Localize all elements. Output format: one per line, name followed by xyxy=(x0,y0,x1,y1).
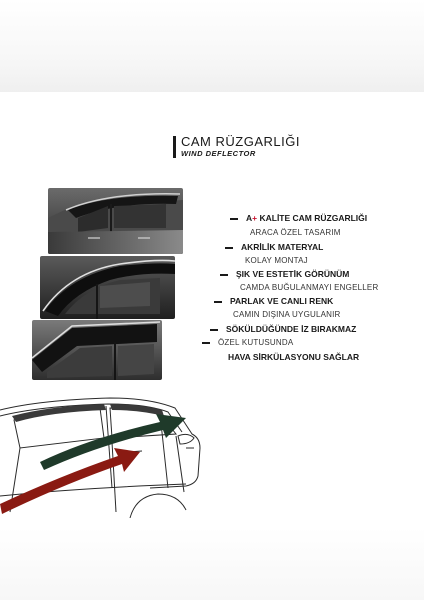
feature-text: SÖKÜLDÜĞÜNDE İZ BIRAKMAZ xyxy=(226,324,357,334)
feature-item-11: HAVA SİRKÜLASYONU SAĞLAR xyxy=(228,352,360,362)
deflector-photo-1 xyxy=(48,188,183,254)
dash-marker xyxy=(210,329,218,331)
feature-item-5 xyxy=(220,269,349,279)
feature-item-9 xyxy=(210,324,356,334)
product-subtitle: WIND DEFLECTOR xyxy=(181,149,256,158)
product-title: CAM RÜZGARLIĞI xyxy=(181,134,300,149)
deflector-photo-2 xyxy=(40,256,175,319)
car-line-drawing xyxy=(0,392,212,518)
dash-marker xyxy=(202,342,210,344)
top-background xyxy=(0,0,424,92)
feature-item-8: CAMIN DIŞINA UYGULANIR xyxy=(233,310,341,319)
feature-item-3 xyxy=(225,242,323,252)
feature-text: ŞIK VE ESTETİK GÖRÜNÜM xyxy=(236,269,350,279)
feature-item-6: CAMDA BUĞULANMAYI ENGELLER xyxy=(240,283,379,292)
feature-text: AKRİLİK MATERYAL xyxy=(241,242,324,252)
plus-accent: + xyxy=(252,213,258,223)
deflector-photo-3 xyxy=(32,320,162,380)
dash-marker xyxy=(214,301,222,303)
feature-item-10 xyxy=(202,338,293,347)
feature-item-2: ARACA ÖZEL TASARIM xyxy=(250,228,341,237)
feature-item-4: KOLAY MONTAJ xyxy=(245,256,308,265)
feature-text: KALİTE CAM RÜZGARLIĞI xyxy=(257,213,368,223)
dash-marker xyxy=(230,218,238,220)
feature-text: ÖZEL KUTUSUNDA xyxy=(218,338,294,347)
feature-text: PARLAK VE CANLI RENK xyxy=(230,296,334,306)
feature-item-7 xyxy=(214,296,333,306)
feature-item-1 xyxy=(230,213,367,223)
bottom-background xyxy=(0,528,424,600)
dash-marker xyxy=(225,247,233,249)
title-accent-bar xyxy=(173,136,176,158)
feature-prefix: A xyxy=(246,213,253,223)
dash-marker xyxy=(220,274,228,276)
